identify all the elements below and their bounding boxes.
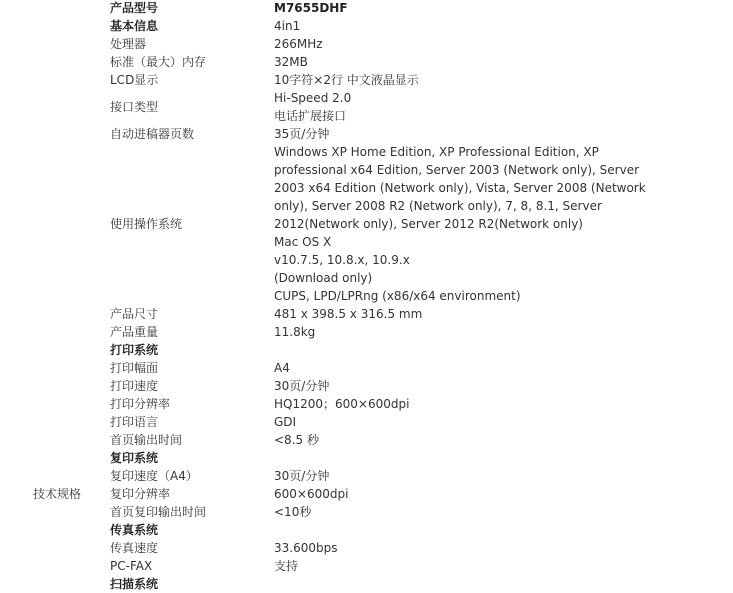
spec-label: PC-FAX bbox=[110, 559, 153, 573]
spec-label: 打印分辨率 bbox=[110, 397, 171, 411]
spec-value-line: v10.7.5, 10.8.x, 10.9.x bbox=[274, 253, 410, 267]
spec-row bbox=[110, 71, 730, 89]
spec-value-line bbox=[274, 521, 730, 539]
spec-label: 使用操作系统 bbox=[110, 217, 183, 231]
spec-label: 传真速度 bbox=[110, 541, 159, 555]
spec-row bbox=[110, 89, 730, 125]
spec-value-line: Windows XP Home Edition, XP Professional Edition, XP bbox=[274, 145, 599, 159]
spec-row bbox=[110, 35, 730, 53]
spec-value-line: 10字符×2行 中文液晶显示 bbox=[274, 73, 419, 87]
spec-value-line: GDI bbox=[274, 415, 297, 429]
spec-value-line: 600×600dpi bbox=[274, 487, 349, 501]
spec-label: 产品尺寸 bbox=[110, 307, 159, 321]
spec-value-line: 支持 bbox=[274, 559, 299, 573]
spec-section-row bbox=[110, 0, 730, 17]
spec-value-group bbox=[274, 431, 730, 449]
spec-section-row bbox=[110, 575, 730, 593]
spec-value-group bbox=[274, 35, 730, 53]
spec-value-line: 30页/分钟 bbox=[274, 469, 330, 483]
spec-value-group bbox=[274, 359, 730, 377]
spec-value-group bbox=[274, 521, 730, 539]
section-heading: 基本信息 bbox=[110, 19, 159, 33]
spec-label: 打印语言 bbox=[110, 415, 159, 429]
spec-label: LCD显示 bbox=[110, 73, 159, 87]
spec-row bbox=[110, 53, 730, 71]
spec-row bbox=[110, 485, 730, 503]
spec-row bbox=[110, 539, 730, 557]
spec-value-group bbox=[274, 449, 730, 467]
spec-section-row bbox=[110, 17, 730, 35]
spec-label: 产品重量 bbox=[110, 325, 159, 339]
spec-row bbox=[110, 413, 730, 431]
spec-value-line: professional x64 Edition, Server 2003 (Network only), Server bbox=[274, 163, 640, 177]
spec-value-line: 电话扩展接口 bbox=[274, 109, 347, 123]
spec-value-group bbox=[274, 341, 730, 359]
spec-label: 标准（最大）内存 bbox=[110, 55, 207, 69]
spec-label: 打印速度 bbox=[110, 379, 159, 393]
spec-value-group bbox=[274, 305, 730, 323]
spec-row bbox=[110, 359, 730, 377]
spec-value-line: 4in1 bbox=[274, 19, 301, 33]
spec-label: 首页输出时间 bbox=[110, 433, 183, 447]
spec-value-group bbox=[274, 467, 730, 485]
spec-row bbox=[110, 557, 730, 575]
spec-value-line: M7655DHF bbox=[274, 1, 348, 15]
section-heading: 打印系统 bbox=[110, 343, 159, 357]
spec-row bbox=[110, 377, 730, 395]
spec-value-line: CUPS, LPD/LPRng (x86/x64 environment) bbox=[274, 289, 521, 303]
spec-value-line: 266MHz bbox=[274, 37, 323, 51]
spec-value-group bbox=[274, 143, 730, 305]
spec-value-line: only), Server 2008 R2 (Network only), 7, 8, 8.1, Server bbox=[274, 199, 602, 213]
spec-row bbox=[110, 431, 730, 449]
spec-value-group bbox=[274, 89, 730, 125]
spec-section-row bbox=[110, 341, 730, 359]
spec-row bbox=[110, 125, 730, 143]
spec-value-group bbox=[274, 557, 730, 575]
spec-value-line: 30页/分钟 bbox=[274, 379, 330, 393]
section-heading: 产品型号 bbox=[110, 1, 159, 15]
section-heading: 扫描系统 bbox=[110, 577, 159, 591]
spec-value-line bbox=[274, 449, 730, 467]
spec-value-line: Mac OS X bbox=[274, 235, 332, 249]
spec-value-line: 2012(Network only), Server 2012 R2(Network only) bbox=[274, 217, 583, 231]
spec-value-group bbox=[274, 575, 730, 593]
spec-label: 自动进稿器页数 bbox=[110, 127, 195, 141]
spec-label: 首页复印输出时间 bbox=[110, 505, 207, 519]
spec-value-group bbox=[274, 395, 730, 413]
spec-value-line: <8.5 秒 bbox=[274, 433, 319, 447]
spec-value-line: 2003 x64 Edition (Network only), Vista, Server 2008 (Network bbox=[274, 181, 646, 195]
spec-label: 复印速度（A4） bbox=[110, 469, 198, 483]
spec-row bbox=[110, 395, 730, 413]
spec-row bbox=[110, 323, 730, 341]
spec-value-group bbox=[274, 323, 730, 341]
spec-value-line: 481 x 398.5 x 316.5 mm bbox=[274, 307, 423, 321]
spec-value-line: 33.600bps bbox=[274, 541, 338, 555]
spec-value-line: Hi-Speed 2.0 bbox=[274, 91, 352, 105]
spec-value-line: 32MB bbox=[274, 55, 308, 69]
spec-value-line: 35页/分钟 bbox=[274, 127, 330, 141]
spec-value-group bbox=[274, 71, 730, 89]
section-heading: 复印系统 bbox=[110, 451, 159, 465]
spec-value-group bbox=[274, 0, 730, 17]
spec-row bbox=[110, 503, 730, 521]
spec-label: 打印幅面 bbox=[110, 361, 159, 375]
spec-value-group bbox=[274, 485, 730, 503]
spec-value-line: 11.8kg bbox=[274, 325, 316, 339]
spec-value-group bbox=[274, 125, 730, 143]
spec-section-row bbox=[110, 521, 730, 539]
spec-value-group bbox=[274, 377, 730, 395]
spec-value-group bbox=[274, 17, 730, 35]
spec-value-group bbox=[274, 53, 730, 71]
section-heading: 传真系统 bbox=[110, 523, 159, 537]
spec-row bbox=[110, 305, 730, 323]
spec-value-line: A4 bbox=[274, 361, 290, 375]
spec-value-group bbox=[274, 503, 730, 521]
spec-value-line: (Download only) bbox=[274, 271, 373, 285]
spec-label: 复印分辨率 bbox=[110, 487, 171, 501]
side-category-label: 技术规格 bbox=[33, 487, 82, 501]
spec-value-group bbox=[274, 413, 730, 431]
spec-value-line bbox=[274, 575, 730, 593]
spec-label: 处理器 bbox=[110, 37, 147, 51]
spec-value-line: <10秒 bbox=[274, 505, 312, 519]
spec-row bbox=[110, 467, 730, 485]
spec-value-line: HQ1200；600×600dpi bbox=[274, 397, 410, 411]
spec-value-line bbox=[274, 341, 730, 359]
spec-row bbox=[110, 143, 730, 305]
spec-label: 接口类型 bbox=[110, 100, 159, 114]
spec-value-group bbox=[274, 539, 730, 557]
spec-section-row bbox=[110, 449, 730, 467]
spec-table bbox=[110, 0, 730, 593]
